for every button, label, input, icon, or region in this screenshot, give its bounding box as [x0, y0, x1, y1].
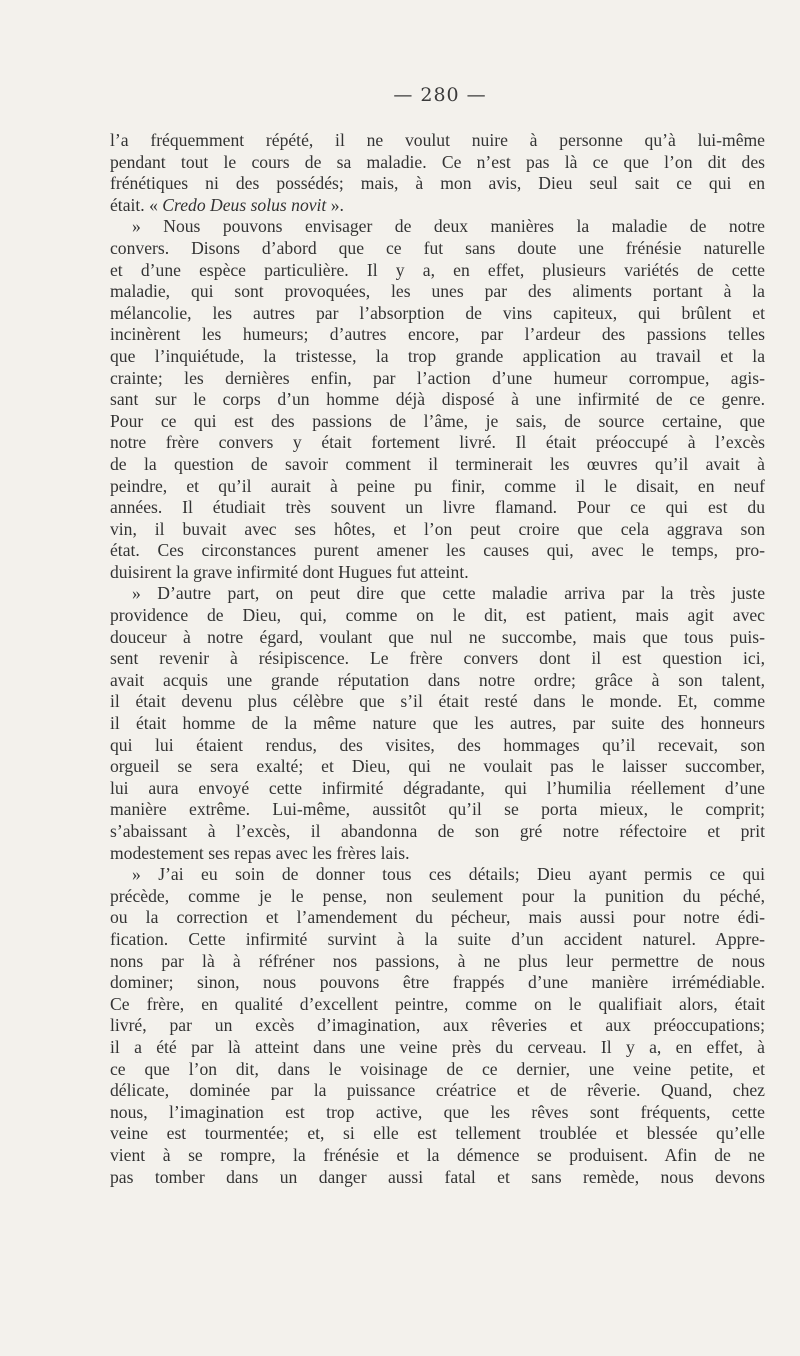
text-line: Ce frère, en qualité d’excellent peintre, comme on le qualifiait alors, était — [110, 993, 765, 1014]
text-line: » Nous pouvons envisager de deux manières la maladie de notre — [132, 216, 765, 237]
text-line: pendant tout le cours de sa maladie. Ce n’est pas là ce que l’on dit des — [110, 151, 765, 172]
italic-quote: Credo Deus solus novit — [162, 194, 327, 215]
text-line: précède, comme je le pense, non seulement pour la punition du péché, — [110, 885, 765, 906]
text-line: notre frère convers y était fortement livré. Il était préoccupé à l’excès — [110, 432, 765, 453]
text-line: avait acquis une grande réputation dans notre ordre; grâce à son talent, — [110, 669, 765, 690]
text-line: il a été par là atteint dans une veine près du cerveau. Il y a, en effet, à — [110, 1036, 765, 1057]
text-line: manière extrême. Lui-même, aussitôt qu’il se porta mieux, le comprit; — [110, 799, 765, 820]
text-line: vin, il buvait avec ses hôtes, et l’on peut croire que cela aggrava son — [110, 518, 765, 539]
text-line: » J’ai eu soin de donner tous ces détails; Dieu ayant permis ce qui — [132, 864, 765, 885]
text-line: ce que l’on dit, dans le voisinage de ce dernier, une veine petite, et — [110, 1058, 765, 1079]
text-line: Pour ce qui est des passions de l’âme, je sais, de source certaine, que — [110, 410, 765, 431]
text-line: était. « Credo Deus solus novit ». — [110, 194, 344, 215]
text-line: nons par là à réfréner nos passions, à ne plus leur permettre de nous — [110, 950, 765, 971]
text-line: il était homme de la même nature que les autres, par suite des honneurs — [110, 713, 765, 734]
text-line: dominer; sinon, nous pouvons être frappés d’une manière irrémédiable. — [110, 972, 765, 993]
text-line: sant sur le corps d’un homme déjà disposé à une infirmité de ce genre. — [110, 389, 765, 410]
text-line: frénétiques ni des possédés; mais, à mon avis, Dieu seul sait ce qui en — [110, 173, 765, 194]
text-line: mélancolie, les autres par l’absorption de vins capiteux, qui brûlent et — [110, 302, 765, 323]
text-line: crainte; les dernières enfin, par l’action d’une humeur corrompue, agis- — [110, 367, 765, 388]
text-line: douceur à notre égard, voulant que nul ne succombe, mais que tous puis- — [110, 626, 765, 647]
text-line: lui aura envoyé cette infirmité dégradante, qui l’humilia réellement d’une — [110, 777, 765, 798]
text-line: nous, l’imagination est trop active, que les rêves sont fréquents, cette — [110, 1101, 765, 1122]
text-line: sent revenir à résipiscence. Le frère convers dont il est question ici, — [110, 648, 765, 669]
text-line: peindre, et qu’il aurait à peine pu finir, comme il le disait, en neuf — [110, 475, 765, 496]
page-number: — 280 — — [393, 84, 487, 106]
text-line: que l’inquiétude, la tristesse, la trop grande application au travail et la — [110, 345, 765, 366]
text-line: livré, par un excès d’imagination, aux rêveries et aux préoccupations; — [110, 1015, 765, 1036]
text-line: et d’une espèce particulière. Il y a, en effet, plusieurs variétés de cette — [110, 259, 765, 280]
text-line: duisirent la grave infirmité dont Hugues fut atteint. — [110, 561, 469, 582]
text-line: incinèrent les humeurs; d’autres encore, par l’ardeur des passions telles — [110, 324, 765, 345]
text-line: vient à se rompre, la frénésie et la démence se produisent. Afin de ne — [110, 1144, 765, 1165]
text-line: fication. Cette infirmité survint à la suite d’un accident naturel. Appre- — [110, 928, 765, 949]
body-text — [110, 130, 765, 1188]
text-line: orgueil se sera exalté; et Dieu, qui ne voulait pas le laisser succomber, — [110, 756, 765, 777]
text-line: état. Ces circonstances purent amener les causes qui, avec le temps, pro- — [110, 540, 765, 561]
text-line: années. Il étudiait très souvent un livre flamand. Pour ce qui est du — [110, 497, 765, 518]
text-line: providence de Dieu, qui, comme on le dit, est patient, mais agit avec — [110, 605, 765, 626]
text-line: de la question de savoir comment il terminerait les œuvres qu’il avait à — [110, 453, 765, 474]
text-line: délicate, dominée par la puissance créatrice et de rêverie. Quand, chez — [110, 1080, 765, 1101]
text-line: il était devenu plus célèbre que s’il était resté dans le monde. Et, comme — [110, 691, 765, 712]
text-line: qui lui étaient rendus, des visites, des hommages qu’il recevait, son — [110, 734, 765, 755]
text-line: pas tomber dans un danger aussi fatal et sans remède, nous devons — [110, 1166, 765, 1187]
text-line: » D’autre part, on peut dire que cette maladie arriva par la très juste — [132, 583, 765, 604]
text-line: maladie, qui sont provoquées, les unes par des aliments portant à la — [110, 281, 765, 302]
text-line: l’a fréquemment répété, il ne voulut nuire à personne qu’à lui-même — [110, 130, 765, 150]
text-line: s’abaissant à l’excès, il abandonna de son gré notre réfectoire et prit — [110, 821, 765, 841]
text-line: veine est tourmentée; et, si elle est tellement troublée et blessée qu’elle — [110, 1123, 765, 1144]
text-line: ou la correction et l’amendement du pécheur, mais aussi pour notre édi- — [110, 907, 765, 928]
text-line: modestement ses repas avec les frères lais. — [110, 842, 410, 863]
text-line: convers. Disons d’abord que ce fut sans doute une frénésie naturelle — [110, 237, 765, 258]
